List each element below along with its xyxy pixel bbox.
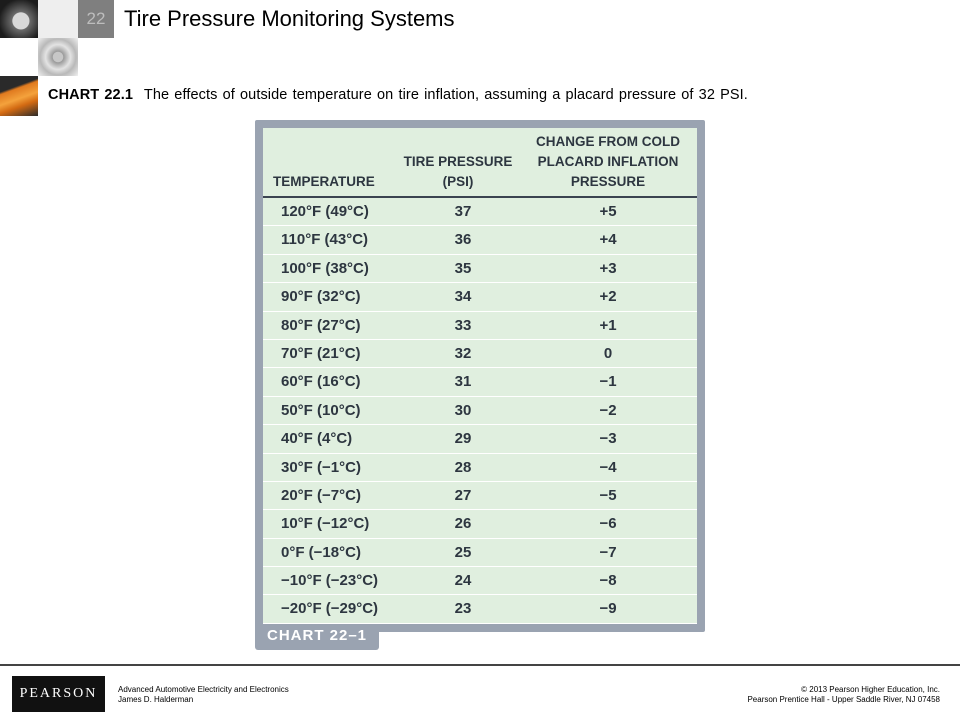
- caption-label: CHART 22.1: [48, 87, 133, 103]
- cell-change: −2: [599, 401, 617, 419]
- table-header: [263, 128, 697, 198]
- table-row: [263, 368, 697, 396]
- table-row: [263, 226, 697, 254]
- cell-temperature: 70°F (21°C): [281, 344, 361, 362]
- cell-tire-pressure: 29: [454, 430, 472, 448]
- column-header-change: CHANGE FROM COLD PLACARD INFLATION PRESSURE: [536, 134, 680, 189]
- cell-tire-pressure: 35: [454, 259, 472, 277]
- cell-tire-pressure: 26: [454, 515, 472, 533]
- cell-temperature: −20°F (−29°C): [281, 600, 379, 618]
- cell-tire-pressure: 23: [454, 600, 472, 618]
- chart-table: [263, 128, 697, 624]
- cell-change: −9: [599, 600, 617, 618]
- cell-change: −3: [599, 430, 617, 448]
- cell-tire-pressure: 34: [454, 288, 472, 306]
- table-row: [263, 482, 697, 510]
- table-row: [263, 283, 697, 311]
- cell-change: −8: [599, 572, 617, 590]
- footer-divider: [0, 664, 960, 666]
- cell-change: −6: [599, 515, 617, 533]
- chart-label-tab: CHART 22–1: [255, 624, 379, 650]
- table-row: [263, 425, 697, 453]
- column-header-temperature: TEMPERATURE: [273, 174, 375, 189]
- table-row: [263, 397, 697, 425]
- cell-tire-pressure: 24: [454, 572, 472, 590]
- cell-temperature: 100°F (38°C): [281, 259, 369, 277]
- cell-temperature: 40°F (4°C): [281, 430, 353, 448]
- cell-temperature: −10°F (−23°C): [281, 572, 379, 590]
- column-header-tire-pressure-text: TIRE PRESSURE (PSI): [403, 154, 513, 189]
- cell-tire-pressure: 25: [454, 543, 472, 561]
- cell-tire-pressure: 28: [454, 458, 472, 476]
- table-row: [263, 255, 697, 283]
- cell-change: −1: [599, 373, 617, 391]
- table-row: [263, 595, 697, 623]
- footer-copyright: © 2013 Pearson Higher Education, Inc.: [801, 685, 940, 694]
- chart-figure: [255, 120, 705, 644]
- table-row: [263, 567, 697, 595]
- table-row: [263, 454, 697, 482]
- cell-tire-pressure: 33: [454, 316, 472, 334]
- cell-change: +3: [599, 259, 617, 277]
- cell-temperature: 90°F (32°C): [281, 288, 361, 306]
- car-photo-icon: [0, 0, 38, 38]
- cell-tire-pressure: 27: [454, 486, 472, 504]
- caption-text: The effects of outside temperature on tire inflation, assuming a placard pressure of 32 PSI.: [143, 87, 748, 103]
- photo-placeholder: [38, 0, 78, 38]
- cell-change: +5: [599, 203, 617, 220]
- cell-temperature: 10°F (−12°C): [281, 515, 370, 533]
- cell-temperature: 80°F (27°C): [281, 316, 361, 334]
- sports-car-photo-icon: [0, 76, 38, 116]
- pearson-logo: PEARSON: [12, 676, 105, 712]
- footer-book-info: [118, 685, 289, 705]
- cell-change: +4: [599, 231, 617, 249]
- table-row: [263, 198, 697, 226]
- table-row: [263, 340, 697, 368]
- cell-temperature: 30°F (−1°C): [281, 458, 361, 476]
- cell-change: −5: [599, 486, 617, 504]
- cell-temperature: 50°F (10°C): [281, 401, 361, 419]
- chapter-number: 22: [78, 0, 114, 38]
- cell-tire-pressure: 36: [454, 231, 472, 249]
- slide-title: Tire Pressure Monitoring Systems: [124, 6, 455, 31]
- cell-change: −4: [599, 458, 617, 476]
- footer-publisher: Pearson Prentice Hall - Upper Saddle River, NJ 07458: [747, 695, 940, 704]
- cell-tire-pressure: 37: [454, 203, 472, 220]
- table-body: [263, 198, 697, 624]
- footer-book-title: Advanced Automotive Electricity and Electronics: [118, 685, 289, 694]
- footer-copyright-info: [747, 685, 940, 705]
- cell-temperature: 20°F (−7°C): [281, 486, 361, 504]
- chart-caption: [48, 87, 948, 103]
- table-row: [263, 312, 697, 340]
- cell-change: 0: [603, 344, 613, 362]
- table-row: [263, 539, 697, 567]
- cell-change: +1: [599, 316, 617, 334]
- wheel-photo-icon: [38, 38, 78, 76]
- cell-tire-pressure: 32: [454, 344, 472, 362]
- cell-temperature: 0°F (−18°C): [281, 543, 361, 561]
- table-row: [263, 510, 697, 538]
- cell-tire-pressure: 31: [454, 373, 472, 391]
- cell-change: +2: [599, 288, 617, 306]
- cell-temperature: 120°F (49°C): [281, 203, 369, 220]
- cell-temperature: 110°F (43°C): [281, 231, 369, 249]
- cell-change: −7: [599, 543, 617, 561]
- cell-tire-pressure: 30: [454, 401, 472, 419]
- column-header-tire-pressure: [403, 152, 513, 192]
- cell-temperature: 60°F (16°C): [281, 373, 361, 391]
- footer-author: James D. Halderman: [118, 695, 194, 704]
